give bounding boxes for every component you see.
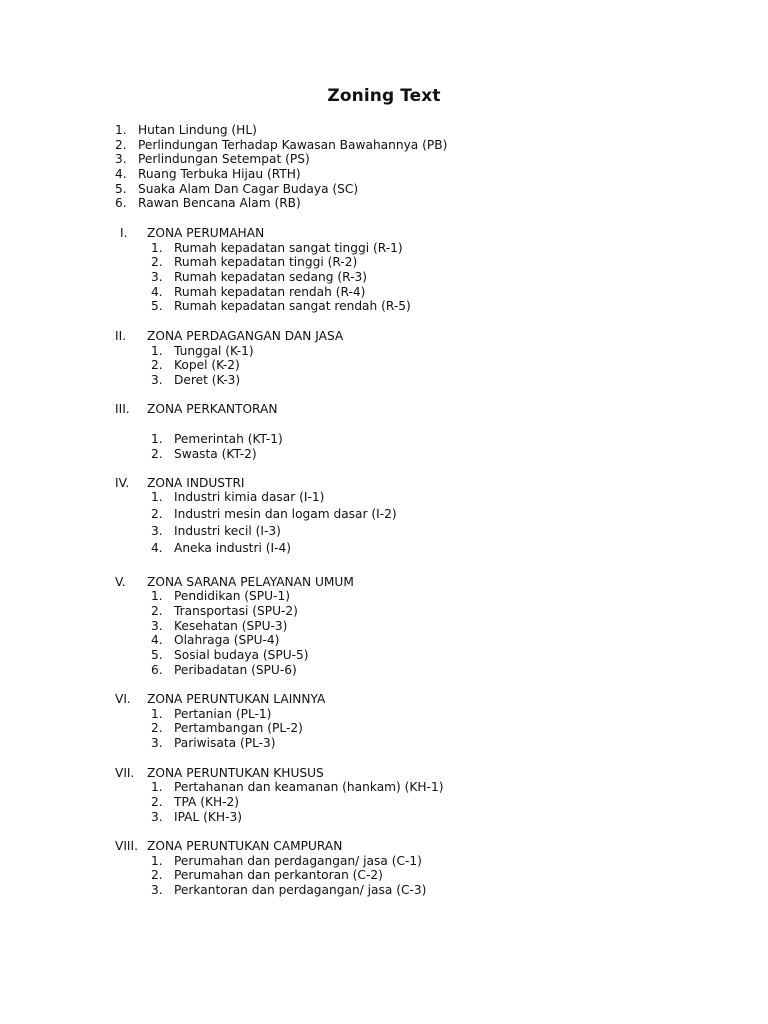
list-number: 1. bbox=[151, 780, 163, 794]
section-title: ZONA INDUSTRI bbox=[147, 476, 245, 490]
list-number: 4. bbox=[115, 167, 127, 181]
list-number: 2. bbox=[115, 138, 127, 152]
list-number: 3. bbox=[115, 152, 127, 166]
list-number: 1. bbox=[151, 490, 163, 504]
list-text: Deret (K-3) bbox=[174, 373, 241, 387]
section-numeral: III. bbox=[115, 402, 130, 416]
section-numeral: VI. bbox=[115, 692, 131, 706]
list-text: Suaka Alam Dan Cagar Budaya (SC) bbox=[138, 182, 359, 196]
list-number: 1. bbox=[151, 432, 163, 446]
list-text: Hutan Lindung (HL) bbox=[138, 123, 257, 137]
list-text: Peribadatan (SPU-6) bbox=[174, 663, 297, 677]
list-text: Perlindungan Setempat (PS) bbox=[138, 152, 310, 166]
list-text: Rumah kepadatan sangat tinggi (R-1) bbox=[174, 241, 403, 255]
list-number: 3. bbox=[151, 810, 163, 824]
list-text: Transportasi (SPU-2) bbox=[174, 604, 298, 618]
list-number: 1. bbox=[151, 589, 163, 603]
list-text: Tunggal (K-1) bbox=[174, 344, 254, 358]
list-number: 2. bbox=[151, 507, 163, 521]
section-numeral: VII. bbox=[115, 766, 135, 780]
list-text: Pertambangan (PL-2) bbox=[174, 721, 303, 735]
list-number: 3. bbox=[151, 373, 163, 387]
list-text: Sosial budaya (SPU-5) bbox=[174, 648, 309, 662]
list-number: 1. bbox=[151, 241, 163, 255]
section-numeral: I. bbox=[120, 226, 128, 240]
list-number: 1. bbox=[151, 344, 163, 358]
list-number: 3. bbox=[151, 736, 163, 750]
list-number: 2. bbox=[151, 604, 163, 618]
section-title: ZONA SARANA PELAYANAN UMUM bbox=[147, 575, 354, 589]
list-number: 2. bbox=[151, 447, 163, 461]
list-number: 1. bbox=[115, 123, 127, 137]
list-number: 6. bbox=[115, 196, 127, 210]
list-number: 3. bbox=[151, 524, 163, 538]
section-title: ZONA PERUNTUKAN KHUSUS bbox=[147, 766, 324, 780]
list-number: 3. bbox=[151, 619, 163, 633]
list-number: 3. bbox=[151, 270, 163, 284]
section-numeral: VIII. bbox=[115, 839, 138, 853]
section-title: ZONA PERUNTUKAN CAMPURAN bbox=[147, 839, 343, 853]
list-text: Swasta (KT-2) bbox=[174, 447, 257, 461]
section-numeral: IV. bbox=[115, 476, 130, 490]
list-text: Kesehatan (SPU-3) bbox=[174, 619, 288, 633]
list-number: 5. bbox=[151, 648, 163, 662]
list-number: 3. bbox=[151, 883, 163, 897]
list-number: 2. bbox=[151, 255, 163, 269]
list-text: Pemerintah (KT-1) bbox=[174, 432, 283, 446]
list-text: Industri kimia dasar (I-1) bbox=[174, 490, 325, 504]
list-text: Pariwisata (PL-3) bbox=[174, 736, 276, 750]
section-numeral: V. bbox=[115, 575, 126, 589]
list-text: Pertahanan dan keamanan (hankam) (KH-1) bbox=[174, 780, 444, 794]
list-text: Rumah kepadatan rendah (R-4) bbox=[174, 285, 366, 299]
list-number: 2. bbox=[151, 358, 163, 372]
list-text: Ruang Terbuka Hijau (RTH) bbox=[138, 167, 301, 181]
list-text: Rumah kepadatan sangat rendah (R-5) bbox=[174, 299, 411, 313]
section-title: ZONA PERUMAHAN bbox=[147, 226, 265, 240]
list-number: 6. bbox=[151, 663, 163, 677]
list-text: Perumahan dan perkantoran (C-2) bbox=[174, 868, 383, 882]
list-number: 1. bbox=[151, 707, 163, 721]
list-number: 4. bbox=[151, 541, 163, 555]
page-title: Zoning Text bbox=[327, 86, 441, 106]
list-text: Industri mesin dan logam dasar (I-2) bbox=[174, 507, 397, 521]
list-text: TPA (KH-2) bbox=[174, 795, 240, 809]
list-text: IPAL (KH-3) bbox=[174, 810, 242, 824]
list-text: Industri kecil (I-3) bbox=[174, 524, 281, 538]
list-text: Kopel (K-2) bbox=[174, 358, 240, 372]
section-title: ZONA PERKANTORAN bbox=[147, 402, 278, 416]
list-number: 2. bbox=[151, 795, 163, 809]
list-text: Rawan Bencana Alam (RB) bbox=[138, 196, 301, 210]
list-text: Rumah kepadatan tinggi (R-2) bbox=[174, 255, 358, 269]
list-text: Pertanian (PL-1) bbox=[174, 707, 272, 721]
list-text: Aneka industri (I-4) bbox=[174, 541, 291, 555]
list-number: 5. bbox=[115, 182, 127, 196]
list-number: 4. bbox=[151, 633, 163, 647]
list-number: 5. bbox=[151, 299, 163, 313]
section-title: ZONA PERDAGANGAN DAN JASA bbox=[147, 329, 344, 343]
list-text: Rumah kepadatan sedang (R-3) bbox=[174, 270, 367, 284]
list-number: 1. bbox=[151, 854, 163, 868]
list-text: Perumahan dan perdagangan/ jasa (C-1) bbox=[174, 854, 422, 868]
list-text: Olahraga (SPU-4) bbox=[174, 633, 280, 647]
section-title: ZONA PERUNTUKAN LAINNYA bbox=[147, 692, 326, 706]
list-number: 2. bbox=[151, 868, 163, 882]
list-number: 4. bbox=[151, 285, 163, 299]
list-number: 2. bbox=[151, 721, 163, 735]
list-text: Pendidikan (SPU-1) bbox=[174, 589, 290, 603]
list-text: Perlindungan Terhadap Kawasan Bawahannya (PB) bbox=[138, 138, 448, 152]
list-text: Perkantoran dan perdagangan/ jasa (C-3) bbox=[174, 883, 427, 897]
section-numeral: II. bbox=[115, 329, 127, 343]
